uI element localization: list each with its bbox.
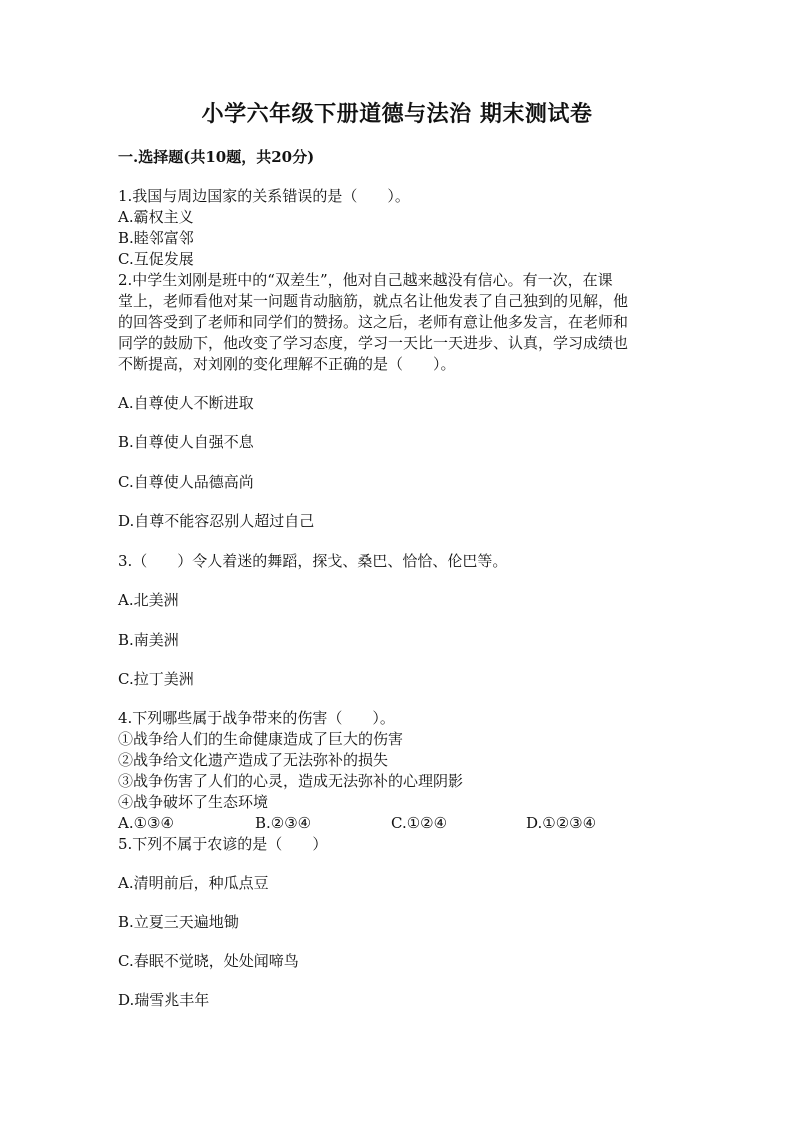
question-2-option-d: D.自尊不能容忍别人超过自己 [118, 512, 315, 530]
question-4-item-2: ②战争给文化遗产造成了无法弥补的损失 [118, 751, 389, 769]
question-3-option-c: C.拉丁美洲 [118, 670, 194, 688]
question-3-stem: 3.（ ）令人着迷的舞蹈，探戈、桑巴、恰恰、伦巴等。 [118, 552, 508, 570]
question-4-item-1: ①战争给人们的生命健康造成了巨大的伤害 [118, 730, 404, 748]
question-2-stem-line-2: 堂上，老师看他对某一问题肯动脑筋，就点名让他发表了自己独到的见解，他 [118, 292, 629, 310]
section-heading: 一.选择题(共10题，共20分) [118, 148, 315, 166]
question-4-stem: 4.下列哪些属于战争带来的伤害（ ）。 [118, 709, 395, 727]
question-5-option-c: C.春眠不觉晓，处处闻啼鸟 [118, 952, 299, 970]
question-4-options-row [118, 813, 678, 834]
question-2-stem-line-3: 的回答受到了老师和同学们的赞扬。这之后，老师有意让他多发言，在老师和 [118, 313, 629, 331]
question-5-stem: 5.下列不属于农谚的是（ ） [118, 835, 328, 853]
question-2-option-b: B.自尊使人自强不息 [118, 433, 254, 451]
question-5-option-b: B.立夏三天遍地锄 [118, 913, 239, 931]
question-1-stem: 1.我国与周边国家的关系错误的是（ ）。 [118, 187, 410, 205]
question-3-option-b: B.南美洲 [118, 631, 179, 649]
question-1-option-a: A.霸权主义 [118, 208, 194, 226]
question-4-option-c: C.①②④ [391, 814, 448, 832]
question-4-item-4: ④战争破坏了生态环境 [118, 793, 269, 811]
question-4-option-a: A.①③④ [118, 814, 174, 832]
question-5-option-d: D.瑞雪兆丰年 [118, 991, 210, 1009]
page-title: 小学六年级下册道德与法治 期末测试卷 [201, 101, 593, 127]
question-4-option-d: D.①②③④ [526, 814, 597, 832]
question-4-option-b: B.②③④ [255, 814, 312, 832]
question-5-option-a: A.清明前后，种瓜点豆 [118, 874, 269, 892]
question-3-option-a: A.北美洲 [118, 591, 179, 609]
question-2-stem-line-4: 同学的鼓励下，他改变了学习态度，学习一天比一天进步、认真，学习成绩也 [118, 334, 629, 352]
question-2-stem-line-1: 2.中学生刘刚是班中的“双差生”，他对自己越来越没有信心。有一次，在课 [118, 271, 613, 289]
question-2-option-c: C.自尊使人品德高尚 [118, 473, 254, 491]
question-1-option-b: B.睦邻富邻 [118, 229, 194, 247]
question-2-option-a: A.自尊使人不断进取 [118, 394, 254, 412]
question-4-item-3: ③战争伤害了人们的心灵，造成无法弥补的心理阴影 [118, 772, 464, 790]
question-2-stem-line-5: 不断提高，对刘刚的变化理解不正确的是（ ）。 [118, 355, 456, 373]
question-1-option-c: C.互促发展 [118, 250, 194, 268]
